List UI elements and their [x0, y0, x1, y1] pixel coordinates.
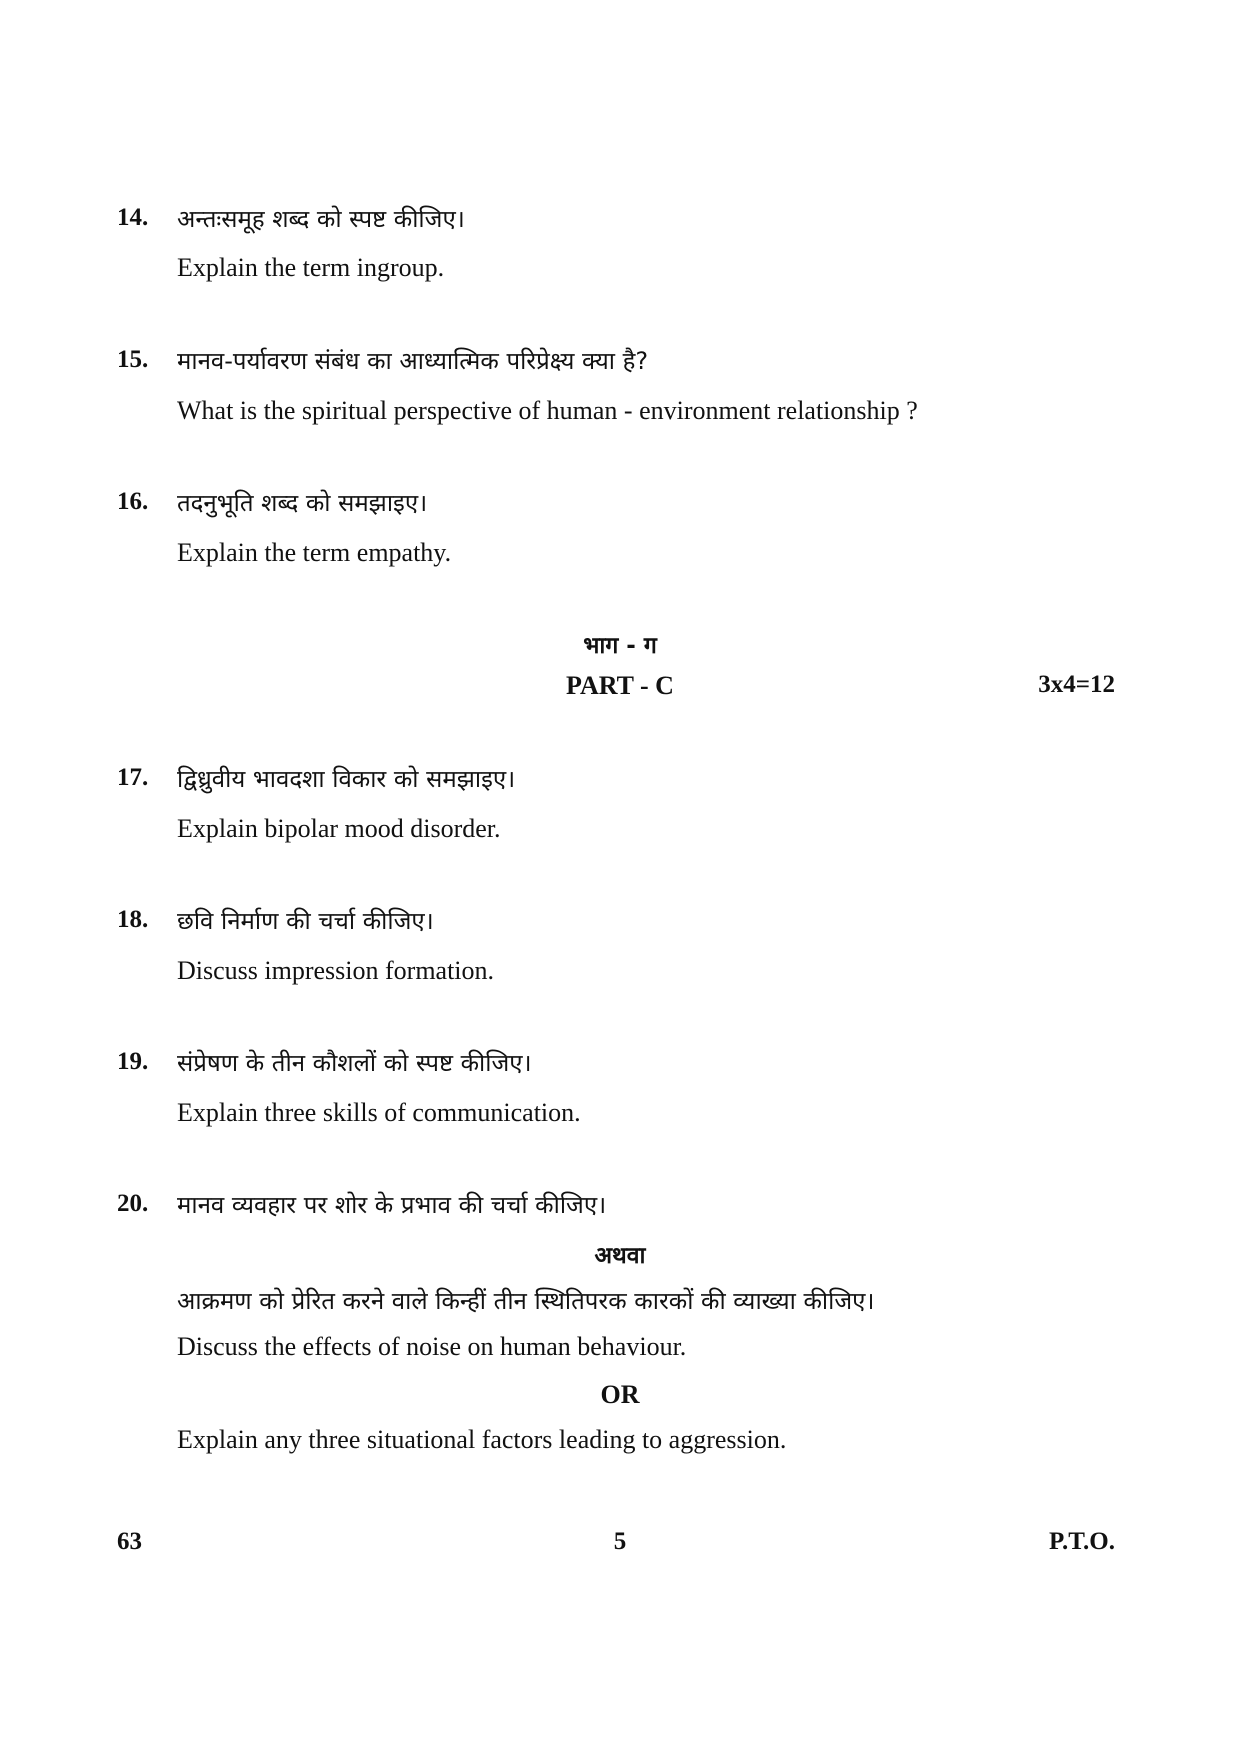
- question-text-hindi: द्विध्रुवीय भावदशा विकार को समझाइए।: [177, 765, 516, 793]
- question-text-hindi: संप्रेषण के तीन कौशलों को स्पष्ट कीजिए।: [177, 1049, 532, 1077]
- question-text-english: Discuss impression formation.: [177, 956, 495, 985]
- question-number: 16.: [117, 488, 149, 515]
- question-number: 20.: [117, 1190, 149, 1217]
- question-text-hindi-alt: आक्रमण को प्रेरित करने वाले किन्हीं तीन स्थितिपरक कारकों की व्याख्या कीजिए।: [177, 1287, 875, 1315]
- question-number: 15.: [117, 346, 149, 373]
- question-text-english-alt: Explain any three situational factors leading to aggression.: [177, 1425, 787, 1454]
- question-text-english: Explain the term ingroup.: [177, 253, 445, 282]
- question-text-english: What is the spiritual perspective of human - environment relationship ?: [177, 396, 918, 425]
- question-number: 19.: [117, 1048, 149, 1075]
- question-text-hindi: तदनुभूति शब्द को समझाइए।: [177, 489, 428, 517]
- question-text-english: Discuss the effects of noise on human behaviour.: [177, 1332, 687, 1361]
- part-heading-english: PART - C: [566, 671, 674, 700]
- paper-code: 63: [117, 1528, 142, 1555]
- question-number: 18.: [117, 906, 149, 933]
- page-number: 5: [613, 1528, 627, 1555]
- question-text-english: Explain bipolar mood disorder.: [177, 814, 501, 843]
- pto-label: P.T.O.: [1049, 1528, 1115, 1555]
- question-text-english: Explain the term empathy.: [177, 538, 452, 567]
- marks-allocation: 3x4=12: [1038, 671, 1115, 698]
- question-text-hindi: मानव व्यवहार पर शोर के प्रभाव की चर्चा कीजिए।: [177, 1191, 607, 1219]
- question-text-hindi: अन्तःसमूह शब्द को स्पष्ट कीजिए।: [177, 205, 465, 233]
- question-number: 17.: [117, 764, 149, 791]
- question-number: 14.: [117, 204, 149, 231]
- question-text-english: Explain three skills of communication.: [177, 1098, 581, 1127]
- question-text-hindi: मानव-पर्यावरण संबंध का आध्यात्मिक परिप्रेक्ष्य क्या है?: [177, 347, 649, 375]
- part-heading-hindi: भाग - ग: [583, 633, 657, 659]
- or-separator-english: OR: [600, 1380, 640, 1409]
- or-separator-hindi: अथवा: [594, 1243, 646, 1269]
- question-text-hindi: छवि निर्माण की चर्चा कीजिए।: [177, 907, 434, 935]
